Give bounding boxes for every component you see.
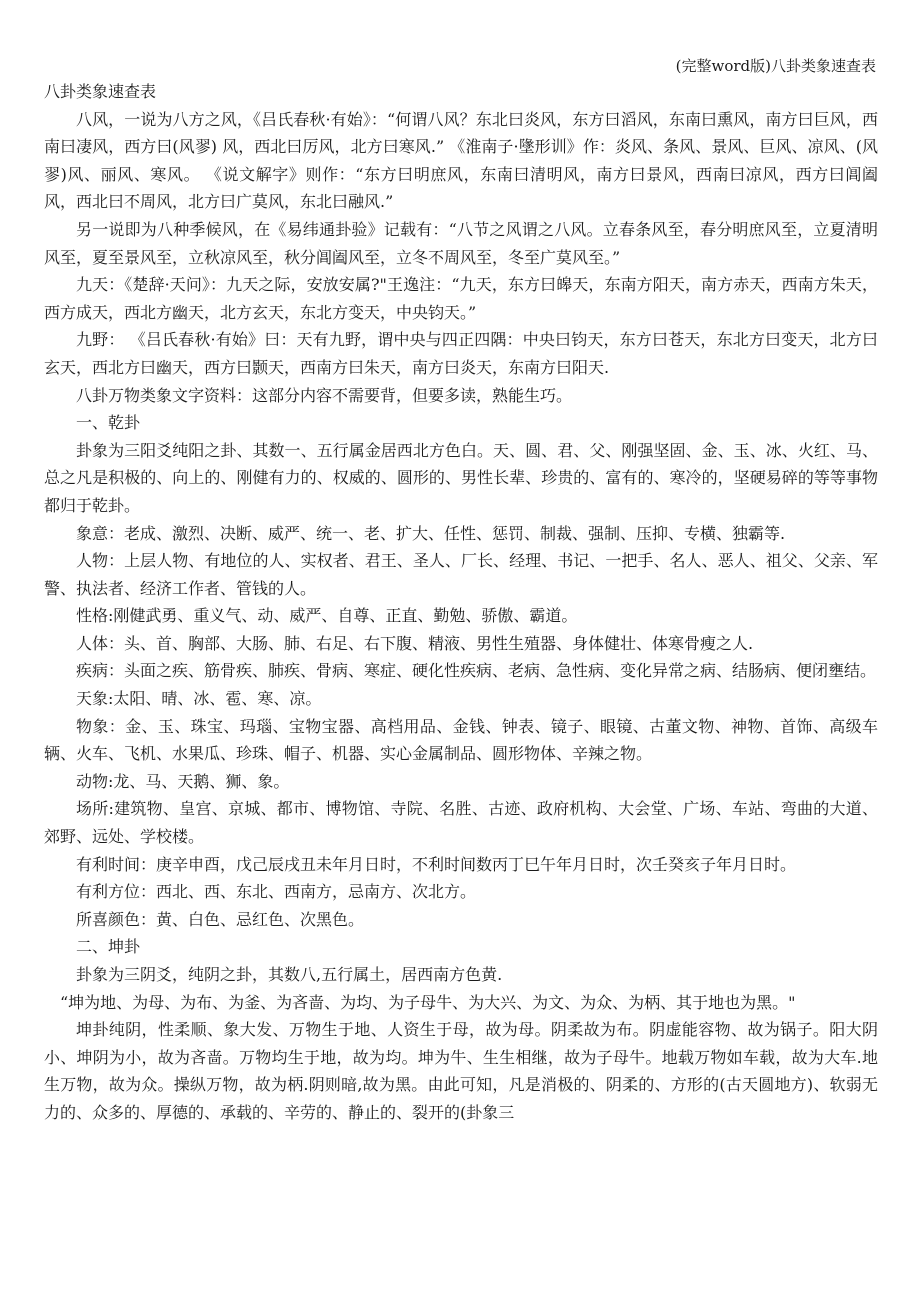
paragraph-qian-direction: 有利方位：西北、西、东北、西南方，忌南方、次北方。 [76,882,477,902]
paragraph-qian-meaning: 象意：老成、激烈、决断、威严、统一、老、扩大、任性、惩罚、制裁、强制、压抑、专横、独霸等. [76,523,786,543]
paragraph-qian-illness: 疾病：头面之疾、筋骨疾、肺疾、骨病、寒症、硬化性疾病、老病、急性病、变化异常之病、结肠病、便闭壅结。 [76,661,877,681]
paragraph-seasonal-winds: 另一说即为八种季候风，在《易纬通卦验》记载有：“八节之风谓之八风。立春条风至，春分明庶风至，立夏清明风至，夏至景风至，立秋凉风至，秋分阊阖风至，立冬不周风至，冬至广莫风至。” [44,219,878,267]
document-body [44,78,878,1127]
paragraph-qian-places: 场所:建筑物、皇宫、京城、都市、博物馆、寺院、名胜、古迹、政府机构、大会堂、广场、车站、弯曲的大道、郊野、远处、学校楼。 [44,799,878,847]
paragraph-kun-explanation: 坤卦纯阴，性柔顺、象大发、万物生于地、人资生于母，故为母。阴柔故为布。阴虚能容物、故为锅子。阳大阴小、坤阴为小，故为吝啬。万物均生于地，故为均。坤为牛、生生相继，故为子母牛。地载万物如车载，故为大车.地生万物，故为众。操纵万物，故为柄.阴则暗,故为黑。由此可知，凡是消极的、阴柔的、方形的(古天圆地方)、软弱无力的、众多的、厚德的、承载的、辛劳的、静止的、裂开的(卦象三 [44,1020,878,1122]
paragraph-qian-people: 人物：上层人物、有地位的人、实权者、君王、圣人、厂长、经理、书记、一把手、名人、恶人、祖父、父亲、军警、执法者、经济工作者、管钱的人。 [44,551,878,598]
paragraph-qian-image: 卦象为三阳爻纯阳之卦、其数一、五行属金居西北方色白。天、圆、君、父、刚强坚固、金、玉、冰、火红、马、总之凡是积极的、向上的、刚健有力的、权威的、圆形的、男性长辈、珍贵的、富有的、寒冷的，坚硬易碎的等等事物都归于乾卦。 [44,440,878,515]
paragraph-qian-weather: 天象:太阳、晴、冰、雹、寒、凉。 [76,689,322,709]
running-header: (完整word版)八卦类象速查表 [675,57,876,75]
paragraph-nine-fields: 九野： 《吕氏春秋·有始》曰：天有九野，谓中央与四正四隅：中央曰钧天，东方曰苍天，东北方曰变天，北方曰玄天，西北方曰幽天，西方曰颢天，西南方曰朱天，南方曰炎天，东南方曰阳天. [44,330,878,377]
paragraph-qian-objects: 物象：金、玉、珠宝、玛瑙、宝物宝器、高档用品、金钱、钟表、镜子、眼镜、古董文物、神物、首饰、高级车辆、火车、飞机、水果瓜、珍珠、帽子、机器、实心金属制品、圆形物体、辛辣之物。 [44,716,878,764]
paragraph-qian-animals: 动物:龙、马、天鹅、狮、象。 [76,771,290,791]
paragraph-kun-quote: “坤为地、为母、为布、为釜、为吝啬、为均、为子母牛、为大兴、为文、为众、为柄、其于地也为黑。" [60,992,796,1012]
paragraph-kun-image: 卦象为三阴爻，纯阴之卦，其数八,五行属土，居西南方色黄. [76,965,503,984]
paragraph-nine-heavens: 九天：《楚辞·天问》：九天之际，安放安属?"王逸注：“九天，东方曰皞天，东南方阳天，南方赤天，西南方朱天，西方成天，西北方幽天，北方玄天，东北方变天，中央钧天。” [44,275,878,322]
paragraph-intro-note: 八卦万物类象文字资料：这部分内容不需要背，但要多读，熟能生巧。 [76,385,573,405]
section-heading-qian: 一、乾卦 [76,413,141,433]
paragraph-qian-time: 有利时间：庚辛申酉，戊己辰戌丑未年月日时，不利时间数丙丁巳午年月日时，次壬癸亥子年月日时。 [76,854,797,874]
paragraph-eight-winds: 八风，一说为八方之风，《吕氏春秋·有始》：“何谓八风？东北曰炎风，东方曰滔风，东南曰熏风，南方曰巨风，西南曰凄风，西方曰(风翏) 风，西北曰厉风，北方曰寒风.” 《淮南子·墬形训》作：炎风、条风、景风、巨风、凉风、(风翏)风、丽风、寒风。 《说文解字》则作：“东方曰明庶风，东南曰清明风，南方曰景风，西南曰凉风，西方曰阊阖风，西北曰不周风，北方曰广莫风，东北曰融风.” [44,109,878,212]
section-heading-kun: 二、坤卦 [76,937,141,957]
paragraph-qian-character: 性格:刚健武勇、重义气、动、威严、自尊、正直、勤勉、骄傲、霸道。 [76,606,578,626]
paragraph-qian-body: 人体：头、首、胸部、大肠、肺、右足、右下腹、精液、男性生殖器、身体健壮、体寒骨瘦之人. [76,633,754,653]
paragraph-qian-colors: 所喜颜色：黄、白色、忌红色、次黑色。 [76,909,365,929]
document-title: 八卦类象速查表 [44,82,157,101]
